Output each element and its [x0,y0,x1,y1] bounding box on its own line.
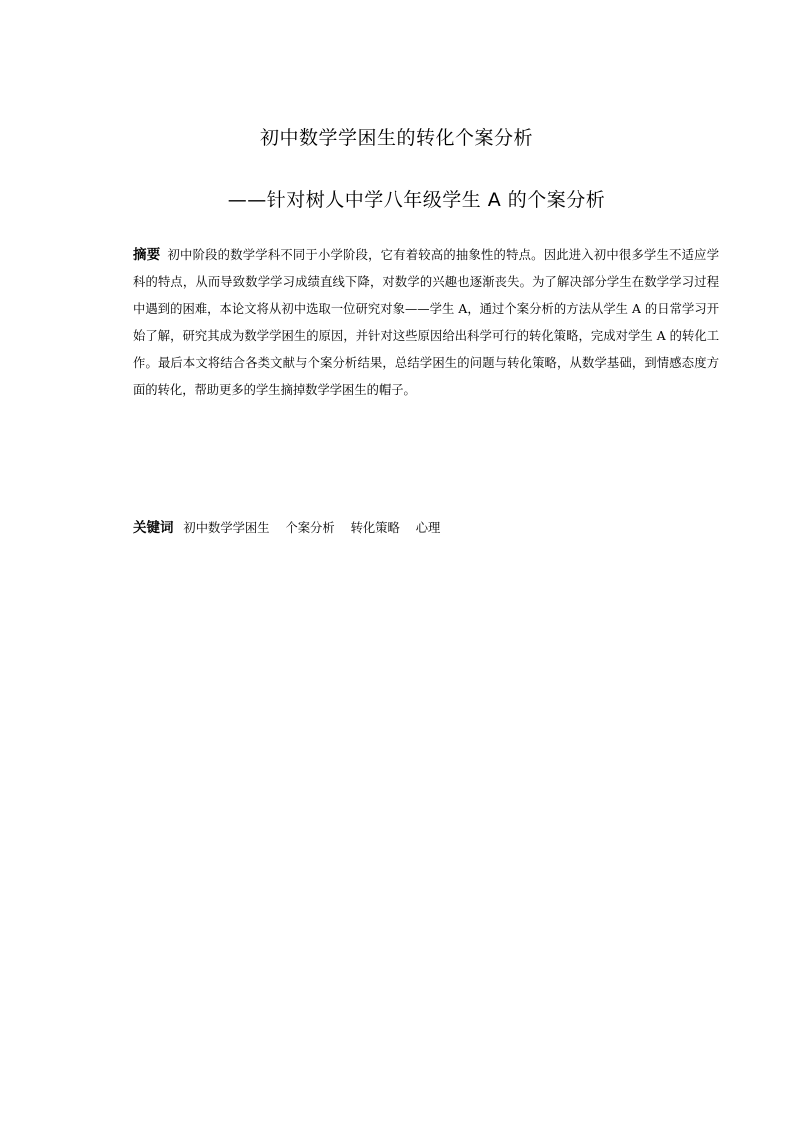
keyword-item: 转化策略 [350,521,400,535]
document-title: 初中数学学困生的转化个案分析 [259,127,533,149]
abstract-label: 摘要 [133,247,161,263]
keyword-item: 个案分析 [285,521,335,535]
keyword-item: 初中数学学困生 [183,521,270,535]
document-subtitle: ——针对树人中学八年级学生 A 的个案分析 [227,189,606,211]
keywords-line [133,515,719,541]
keywords-label: 关键词 [133,520,174,536]
keyword-item: 心理 [415,521,441,535]
abstract-text: 初中阶段的数学学科不同于小学阶段，它有着较高的抽象性的特点。因此进入初中很多学生不适应学科的特点，从而导致数学学习成绩直线下降，对数学的兴趣也逐渐丧失。为了解决部分学生在数学学习过程中遇到的困难，本论文将从初中选取一位研究对象——学生 A，通过个案分析的方法从学生 A 的日常学习开始了解，研究其成为数学学困生的原因，并针对这些原因给出科学可行的转化策略，完成对学生 A 的转化工作。最后本文将结合各类文献与个案分析结果，总结学困生的问题与转化策略，从数学基础，到情感态度方面的转化，帮助更多的学生摘掉数学学困生的帽子。 [133,248,720,397]
abstract-paragraph [133,242,719,403]
